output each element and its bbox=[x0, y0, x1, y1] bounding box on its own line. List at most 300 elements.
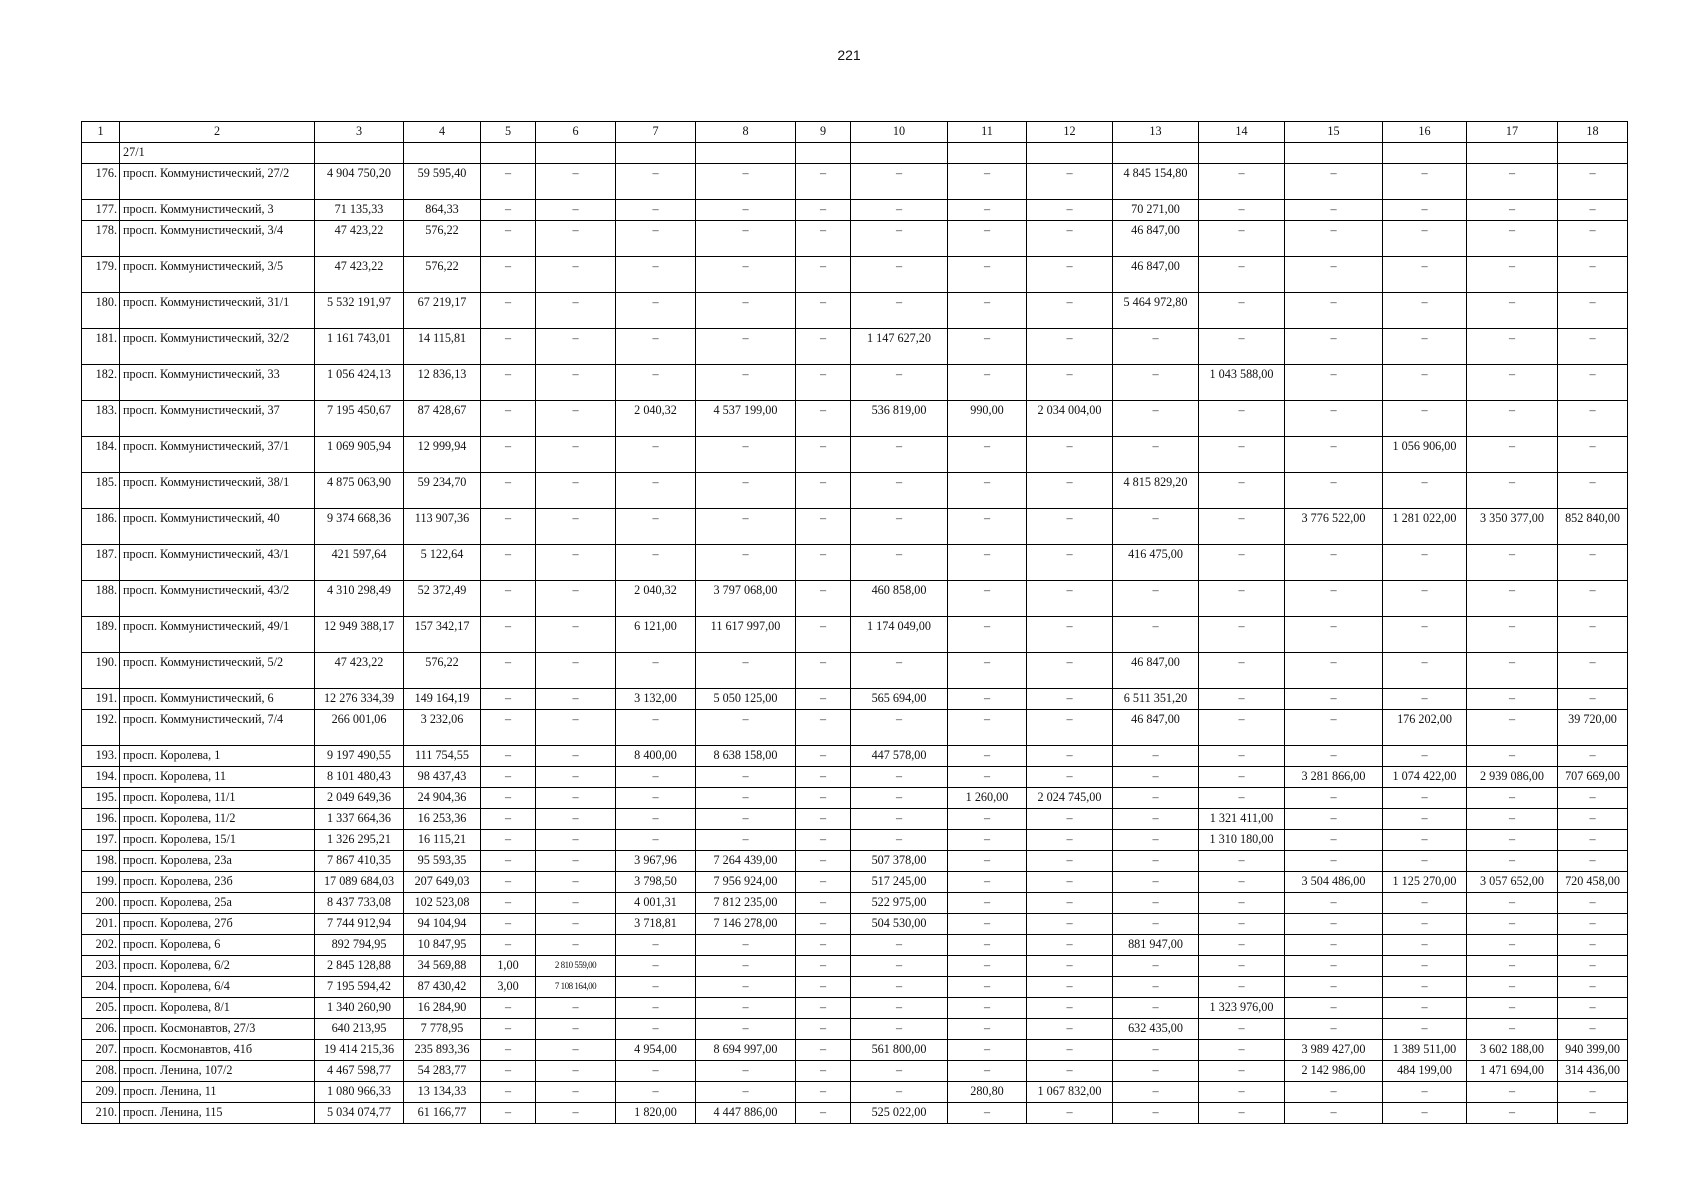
table-cell: – bbox=[536, 401, 616, 437]
table-cell: – bbox=[851, 935, 948, 956]
table-cell: – bbox=[1199, 956, 1285, 977]
table-cell: – bbox=[1285, 914, 1383, 935]
row-number: 206. bbox=[82, 1019, 120, 1040]
table-cell: – bbox=[1383, 956, 1467, 977]
table-cell: – bbox=[1027, 935, 1113, 956]
table-cell: – bbox=[796, 998, 851, 1019]
table-cell: 24 904,36 bbox=[404, 788, 481, 809]
table-cell: – bbox=[851, 257, 948, 293]
table-cell: – bbox=[796, 329, 851, 365]
table-cell: – bbox=[1027, 509, 1113, 545]
address-cell: просп. Королева, 6/2 bbox=[120, 956, 315, 977]
table-cell: 632 435,00 bbox=[1113, 1019, 1199, 1040]
table-cell: 3 989 427,00 bbox=[1285, 1040, 1383, 1061]
table-cell: – bbox=[1383, 581, 1467, 617]
table-cell: 70 271,00 bbox=[1113, 200, 1199, 221]
table-cell: – bbox=[1383, 401, 1467, 437]
table-cell: – bbox=[1113, 872, 1199, 893]
table-cell: – bbox=[1199, 401, 1285, 437]
table-cell: – bbox=[1199, 545, 1285, 581]
table-cell: – bbox=[1383, 164, 1467, 200]
table-row bbox=[82, 956, 1628, 977]
table-cell: – bbox=[796, 809, 851, 830]
table-cell: – bbox=[536, 767, 616, 788]
table-cell: 47 423,22 bbox=[315, 221, 404, 257]
table-cell: 1 326 295,21 bbox=[315, 830, 404, 851]
table-cell: – bbox=[481, 509, 536, 545]
page-number: 221 bbox=[837, 47, 861, 63]
table-cell: – bbox=[948, 872, 1027, 893]
table-cell: – bbox=[1027, 914, 1113, 935]
table-row bbox=[82, 998, 1628, 1019]
address-cell: просп. Коммунистический, 38/1 bbox=[120, 473, 315, 509]
address-cell: просп. Королева, 8/1 bbox=[120, 998, 315, 1019]
table-cell: 12 276 334,39 bbox=[315, 689, 404, 710]
table-cell: 864,33 bbox=[404, 200, 481, 221]
table-cell: – bbox=[948, 893, 1027, 914]
table-cell: – bbox=[481, 257, 536, 293]
table-cell bbox=[696, 143, 796, 164]
table-cell: – bbox=[1027, 437, 1113, 473]
table-cell: 5 050 125,00 bbox=[696, 689, 796, 710]
table-cell: – bbox=[796, 956, 851, 977]
table-cell: – bbox=[948, 914, 1027, 935]
table-cell: – bbox=[696, 710, 796, 746]
table-cell: – bbox=[1027, 473, 1113, 509]
table-cell: – bbox=[1383, 653, 1467, 689]
table-cell: – bbox=[1558, 809, 1628, 830]
table-cell: 561 800,00 bbox=[851, 1040, 948, 1061]
table-cell: – bbox=[536, 221, 616, 257]
table-cell: – bbox=[796, 221, 851, 257]
table-cell: 881 947,00 bbox=[1113, 935, 1199, 956]
row-number: 199. bbox=[82, 872, 120, 893]
table-cell: – bbox=[1113, 998, 1199, 1019]
table-cell: – bbox=[1285, 689, 1383, 710]
table-cell: – bbox=[536, 164, 616, 200]
table-cell: 46 847,00 bbox=[1113, 710, 1199, 746]
table-cell: – bbox=[1199, 437, 1285, 473]
table-cell: – bbox=[536, 200, 616, 221]
table-cell: 1 161 743,01 bbox=[315, 329, 404, 365]
address-cell: просп. Коммунистический, 40 bbox=[120, 509, 315, 545]
table-cell: 4 467 598,77 bbox=[315, 1061, 404, 1082]
table-cell: – bbox=[1467, 401, 1558, 437]
table-cell: 1,00 bbox=[481, 956, 536, 977]
table-cell: 1 820,00 bbox=[616, 1103, 696, 1124]
table-cell: 7 867 410,35 bbox=[315, 851, 404, 872]
table-cell: – bbox=[1027, 830, 1113, 851]
table-cell: – bbox=[948, 767, 1027, 788]
address-cell: просп. Коммунистический, 49/1 bbox=[120, 617, 315, 653]
table-cell: 71 135,33 bbox=[315, 200, 404, 221]
table-cell: 536 819,00 bbox=[851, 401, 948, 437]
table-cell: – bbox=[1558, 437, 1628, 473]
table-cell: 19 414 215,36 bbox=[315, 1040, 404, 1061]
row-number: 196. bbox=[82, 809, 120, 830]
table-cell: – bbox=[536, 365, 616, 401]
table-cell: 9 374 668,36 bbox=[315, 509, 404, 545]
address-cell: просп. Ленина, 107/2 bbox=[120, 1061, 315, 1082]
row-number: 186. bbox=[82, 509, 120, 545]
table-cell: 1 080 966,33 bbox=[315, 1082, 404, 1103]
table-cell: – bbox=[1027, 1061, 1113, 1082]
row-number: 176. bbox=[82, 164, 120, 200]
table-cell: – bbox=[796, 581, 851, 617]
table-cell: – bbox=[696, 257, 796, 293]
column-header: 16 bbox=[1383, 122, 1467, 143]
table-cell: – bbox=[1027, 581, 1113, 617]
table-cell: – bbox=[1199, 473, 1285, 509]
table-cell bbox=[1558, 143, 1628, 164]
table-cell: 1 043 588,00 bbox=[1199, 365, 1285, 401]
table-row bbox=[82, 893, 1628, 914]
table-row bbox=[82, 977, 1628, 998]
table-cell: – bbox=[1199, 893, 1285, 914]
address-cell: просп. Королева, 6 bbox=[120, 935, 315, 956]
address-cell: просп. Коммунистический, 6 bbox=[120, 689, 315, 710]
table-cell: 266 001,06 bbox=[315, 710, 404, 746]
table-cell: – bbox=[481, 437, 536, 473]
table-cell: – bbox=[1383, 200, 1467, 221]
table-cell: 484 199,00 bbox=[1383, 1061, 1467, 1082]
table-cell: – bbox=[696, 998, 796, 1019]
table-cell: – bbox=[1199, 257, 1285, 293]
table-cell: – bbox=[616, 164, 696, 200]
address-cell: просп. Коммунистический, 31/1 bbox=[120, 293, 315, 329]
table-cell: – bbox=[1113, 437, 1199, 473]
table-cell: – bbox=[1467, 200, 1558, 221]
column-header: 7 bbox=[616, 122, 696, 143]
table-cell: – bbox=[616, 509, 696, 545]
table-cell: – bbox=[1285, 1103, 1383, 1124]
table-cell: – bbox=[481, 851, 536, 872]
table-cell: – bbox=[1558, 893, 1628, 914]
table-cell: – bbox=[536, 998, 616, 1019]
table-cell: – bbox=[481, 914, 536, 935]
table-cell: 525 022,00 bbox=[851, 1103, 948, 1124]
table-cell: – bbox=[616, 257, 696, 293]
table-cell: – bbox=[1383, 365, 1467, 401]
row-number: 180. bbox=[82, 293, 120, 329]
table-cell: – bbox=[616, 1082, 696, 1103]
table-cell: – bbox=[536, 581, 616, 617]
table-row bbox=[82, 545, 1628, 581]
table-cell: – bbox=[1383, 914, 1467, 935]
table-cell: – bbox=[1113, 788, 1199, 809]
table-cell: 16 115,21 bbox=[404, 830, 481, 851]
row-number: 182. bbox=[82, 365, 120, 401]
table-cell: – bbox=[1199, 329, 1285, 365]
table-cell: – bbox=[1467, 935, 1558, 956]
table-cell: – bbox=[1285, 1019, 1383, 1040]
table-cell: – bbox=[1383, 221, 1467, 257]
table-cell: – bbox=[536, 545, 616, 581]
table-cell: – bbox=[1027, 809, 1113, 830]
table-cell: – bbox=[1199, 581, 1285, 617]
table-cell: – bbox=[1383, 893, 1467, 914]
table-cell: – bbox=[1285, 293, 1383, 329]
table-cell: – bbox=[1285, 956, 1383, 977]
table-cell: – bbox=[1027, 746, 1113, 767]
row-number: 207. bbox=[82, 1040, 120, 1061]
table-cell: – bbox=[1558, 914, 1628, 935]
address-cell: просп. Коммунистический, 27/2 bbox=[120, 164, 315, 200]
table-cell: – bbox=[1285, 581, 1383, 617]
table-cell: – bbox=[1467, 830, 1558, 851]
table-cell: – bbox=[1383, 1082, 1467, 1103]
table-cell: – bbox=[481, 1082, 536, 1103]
table-cell: – bbox=[1113, 617, 1199, 653]
table-cell: – bbox=[616, 545, 696, 581]
table-cell: – bbox=[1558, 293, 1628, 329]
table-cell: – bbox=[1027, 257, 1113, 293]
table-cell: – bbox=[1558, 956, 1628, 977]
table-cell: – bbox=[796, 200, 851, 221]
table-cell: 4 310 298,49 bbox=[315, 581, 404, 617]
table-cell: – bbox=[796, 893, 851, 914]
table-cell: 102 523,08 bbox=[404, 893, 481, 914]
table-cell: 707 669,00 bbox=[1558, 767, 1628, 788]
table-cell: 12 949 388,17 bbox=[315, 617, 404, 653]
table-cell: 1 056 906,00 bbox=[1383, 437, 1467, 473]
table-row bbox=[82, 1061, 1628, 1082]
table-cell: – bbox=[536, 509, 616, 545]
row-number: 201. bbox=[82, 914, 120, 935]
column-header: 8 bbox=[696, 122, 796, 143]
table-cell: – bbox=[1285, 473, 1383, 509]
table-cell: – bbox=[1558, 746, 1628, 767]
table-cell: 235 893,36 bbox=[404, 1040, 481, 1061]
table-cell: – bbox=[1285, 788, 1383, 809]
table-cell: – bbox=[1467, 956, 1558, 977]
table-cell: 3 602 188,00 bbox=[1467, 1040, 1558, 1061]
table-cell: 4 447 886,00 bbox=[696, 1103, 796, 1124]
table-cell: – bbox=[948, 689, 1027, 710]
table-cell: – bbox=[481, 401, 536, 437]
row-number: 191. bbox=[82, 689, 120, 710]
table-cell: – bbox=[1027, 293, 1113, 329]
table-cell bbox=[1285, 143, 1383, 164]
table-cell: – bbox=[536, 437, 616, 473]
table-cell: 1 321 411,00 bbox=[1199, 809, 1285, 830]
table-cell: 94 104,94 bbox=[404, 914, 481, 935]
table-cell: 13 134,33 bbox=[404, 1082, 481, 1103]
table-row bbox=[82, 509, 1628, 545]
table-cell: – bbox=[1199, 788, 1285, 809]
table-cell: – bbox=[1027, 200, 1113, 221]
table-cell: 6 121,00 bbox=[616, 617, 696, 653]
table-row bbox=[82, 221, 1628, 257]
table-cell: 95 593,35 bbox=[404, 851, 481, 872]
table-cell: – bbox=[1027, 851, 1113, 872]
table-cell: – bbox=[1467, 893, 1558, 914]
table-cell: 7 195 450,67 bbox=[315, 401, 404, 437]
table-cell: 314 436,00 bbox=[1558, 1061, 1628, 1082]
table-cell: – bbox=[1285, 617, 1383, 653]
table-cell: – bbox=[481, 998, 536, 1019]
table-cell: – bbox=[796, 1082, 851, 1103]
table-cell: 8 638 158,00 bbox=[696, 746, 796, 767]
table-cell: 98 437,43 bbox=[404, 767, 481, 788]
table-cell: – bbox=[1558, 1103, 1628, 1124]
table-cell: 4 904 750,20 bbox=[315, 164, 404, 200]
table-cell: 3 718,81 bbox=[616, 914, 696, 935]
table-cell: – bbox=[1199, 1040, 1285, 1061]
table-cell bbox=[1027, 143, 1113, 164]
table-cell: – bbox=[1467, 329, 1558, 365]
table-cell: – bbox=[1558, 164, 1628, 200]
table-cell: – bbox=[1199, 872, 1285, 893]
table-cell: – bbox=[1467, 365, 1558, 401]
table-cell: – bbox=[948, 935, 1027, 956]
data-table bbox=[81, 121, 1628, 1124]
table-cell: – bbox=[696, 653, 796, 689]
table-cell: – bbox=[1113, 365, 1199, 401]
table-cell: – bbox=[1383, 257, 1467, 293]
table-cell: – bbox=[948, 437, 1027, 473]
table-cell bbox=[1199, 143, 1285, 164]
table-cell: – bbox=[1558, 977, 1628, 998]
table-cell: – bbox=[481, 329, 536, 365]
table-cell: – bbox=[1199, 509, 1285, 545]
table-row bbox=[82, 788, 1628, 809]
table-cell: – bbox=[948, 1040, 1027, 1061]
table-cell: – bbox=[1467, 257, 1558, 293]
table-cell: – bbox=[796, 746, 851, 767]
table-cell: 4 537 199,00 bbox=[696, 401, 796, 437]
table-cell: 7 264 439,00 bbox=[696, 851, 796, 872]
table-cell: – bbox=[536, 851, 616, 872]
table-cell: – bbox=[1383, 1103, 1467, 1124]
row-number: 193. bbox=[82, 746, 120, 767]
table-cell: – bbox=[1467, 473, 1558, 509]
table-cell: – bbox=[796, 788, 851, 809]
table-cell: – bbox=[536, 809, 616, 830]
table-cell: – bbox=[1467, 710, 1558, 746]
row-number: 190. bbox=[82, 653, 120, 689]
table-cell: 3 776 522,00 bbox=[1285, 509, 1383, 545]
table-cell: – bbox=[1199, 746, 1285, 767]
table-cell: – bbox=[696, 545, 796, 581]
table-cell: – bbox=[616, 830, 696, 851]
table-cell: – bbox=[1113, 1061, 1199, 1082]
table-cell: – bbox=[948, 653, 1027, 689]
table-cell: 640 213,95 bbox=[315, 1019, 404, 1040]
table-cell: – bbox=[481, 746, 536, 767]
table-cell: – bbox=[1199, 767, 1285, 788]
table-row bbox=[82, 653, 1628, 689]
table-cell: – bbox=[1285, 851, 1383, 872]
table-cell: – bbox=[796, 401, 851, 437]
table-cell: 4 954,00 bbox=[616, 1040, 696, 1061]
table-cell: – bbox=[481, 1061, 536, 1082]
table-cell: 565 694,00 bbox=[851, 689, 948, 710]
table-cell: 2 040,32 bbox=[616, 581, 696, 617]
table-cell: 16 253,36 bbox=[404, 809, 481, 830]
table-cell: 14 115,81 bbox=[404, 329, 481, 365]
column-header: 1 bbox=[82, 122, 120, 143]
table-cell: – bbox=[696, 329, 796, 365]
table-cell: – bbox=[1467, 581, 1558, 617]
table-cell: 1 069 905,94 bbox=[315, 437, 404, 473]
table-cell: – bbox=[481, 788, 536, 809]
table-cell: – bbox=[616, 473, 696, 509]
table-cell: – bbox=[948, 164, 1027, 200]
table-cell: – bbox=[1027, 1040, 1113, 1061]
table-row bbox=[82, 143, 1628, 164]
table-cell: – bbox=[948, 977, 1027, 998]
column-header: 17 bbox=[1467, 122, 1558, 143]
table-cell: 1 260,00 bbox=[948, 788, 1027, 809]
table-cell: – bbox=[948, 221, 1027, 257]
table-row bbox=[82, 872, 1628, 893]
table-cell: – bbox=[851, 830, 948, 851]
row-number: 184. bbox=[82, 437, 120, 473]
table-cell: – bbox=[481, 809, 536, 830]
table-row bbox=[82, 293, 1628, 329]
table-cell: – bbox=[1027, 767, 1113, 788]
table-cell: 892 794,95 bbox=[315, 935, 404, 956]
table-cell: – bbox=[1113, 767, 1199, 788]
table-cell bbox=[796, 143, 851, 164]
table-cell: 47 423,22 bbox=[315, 653, 404, 689]
table-cell: 504 530,00 bbox=[851, 914, 948, 935]
table-cell: 207 649,03 bbox=[404, 872, 481, 893]
table-cell: 576,22 bbox=[404, 221, 481, 257]
table-cell: – bbox=[536, 830, 616, 851]
table-cell: 720 458,00 bbox=[1558, 872, 1628, 893]
row-number: 188. bbox=[82, 581, 120, 617]
table-cell: – bbox=[1285, 437, 1383, 473]
table-cell: – bbox=[851, 653, 948, 689]
column-header: 5 bbox=[481, 122, 536, 143]
table-cell: – bbox=[1285, 329, 1383, 365]
table-cell: – bbox=[1383, 935, 1467, 956]
table-row bbox=[82, 329, 1628, 365]
table-cell: 47 423,22 bbox=[315, 257, 404, 293]
table-cell: – bbox=[1027, 977, 1113, 998]
table-cell: – bbox=[481, 767, 536, 788]
address-cell: просп. Королева, 11/1 bbox=[120, 788, 315, 809]
table-cell: 1 125 270,00 bbox=[1383, 872, 1467, 893]
table-row bbox=[82, 830, 1628, 851]
table-cell: – bbox=[851, 473, 948, 509]
table-cell: – bbox=[1467, 437, 1558, 473]
table-cell: – bbox=[948, 830, 1027, 851]
table-cell: 7 195 594,42 bbox=[315, 977, 404, 998]
table-cell: 7 108 164,00 bbox=[536, 977, 616, 998]
table-cell: 11 617 997,00 bbox=[696, 617, 796, 653]
table-cell: 46 847,00 bbox=[1113, 221, 1199, 257]
table-cell: – bbox=[1113, 830, 1199, 851]
row-number: 178. bbox=[82, 221, 120, 257]
table-cell: – bbox=[1199, 935, 1285, 956]
table-cell: – bbox=[1383, 1019, 1467, 1040]
table-cell: – bbox=[1467, 293, 1558, 329]
table-cell: 4 001,31 bbox=[616, 893, 696, 914]
address-cell: просп. Коммунистический, 3/5 bbox=[120, 257, 315, 293]
table-cell: – bbox=[1467, 164, 1558, 200]
table-cell: 4 815 829,20 bbox=[1113, 473, 1199, 509]
table-cell: – bbox=[1027, 545, 1113, 581]
table-cell: – bbox=[1467, 809, 1558, 830]
address-cell: просп. Ленина, 115 bbox=[120, 1103, 315, 1124]
address-cell: просп. Ленина, 11 bbox=[120, 1082, 315, 1103]
table-cell: – bbox=[1285, 401, 1383, 437]
table-row bbox=[82, 257, 1628, 293]
table-cell: – bbox=[1558, 221, 1628, 257]
